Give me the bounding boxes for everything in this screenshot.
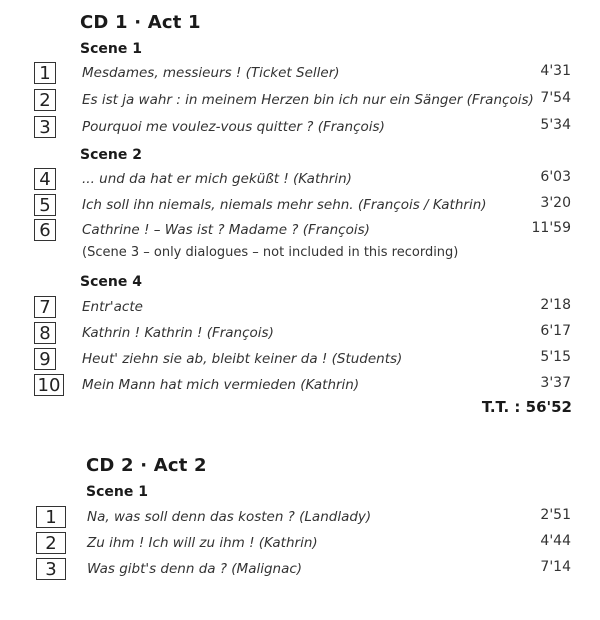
track-duration: 11'59 (531, 220, 571, 236)
track-number: 5 (34, 194, 56, 216)
track-duration: 3'20 (540, 195, 571, 211)
track-title: ... und da hat er mich geküßt ! (Kathrin) (82, 171, 352, 187)
track-duration: 4'31 (540, 63, 571, 79)
cd1-scene2-heading: Scene 2 (80, 147, 142, 163)
track-duration: 5'15 (540, 349, 571, 365)
track-row (0, 89, 600, 113)
track-title: Heut' ziehn sie ab, bleibt keiner da ! (Students) (82, 351, 403, 367)
track-duration: 7'14 (540, 559, 571, 575)
track-number: 3 (34, 116, 56, 138)
track-duration: 5'34 (540, 117, 571, 133)
track-row (0, 322, 600, 346)
cd2-title: CD 2 · Act 2 (86, 455, 207, 476)
track-duration: 2'51 (540, 507, 571, 523)
track-title: Na, was soll denn das kosten ? (Landlady) (87, 509, 372, 525)
cd2-scene1-heading: Scene 1 (86, 484, 148, 500)
track-title: Pourquoi me voulez-vous quitter ? (François) (82, 119, 385, 135)
track-duration: 3'37 (540, 375, 571, 391)
track-title: Entr'acte (82, 299, 143, 315)
track-number: 9 (34, 348, 56, 370)
track-row (0, 219, 600, 243)
track-duration: 4'44 (540, 533, 571, 549)
track-row (0, 62, 600, 86)
track-duration: 7'54 (540, 90, 571, 106)
cd1-total-time: T.T. : 56'52 (481, 398, 572, 416)
track-number: 7 (34, 296, 56, 318)
track-duration: 6'17 (540, 323, 571, 339)
track-number: 2 (34, 89, 56, 111)
track-number: 2 (36, 532, 66, 554)
track-row (0, 168, 600, 192)
track-number: 1 (36, 506, 66, 528)
track-row (0, 506, 600, 530)
track-number: 10 (34, 374, 64, 396)
cd1-title: CD 1 · Act 1 (80, 12, 201, 33)
track-title: Es ist ja wahr : in meinem Herzen bin ich nur ein Sänger (François) (82, 92, 534, 108)
track-title: Was gibt's denn da ? (Malignac) (87, 561, 303, 577)
track-row (0, 532, 600, 556)
cd1-scene4-heading: Scene 4 (80, 274, 142, 290)
track-title: Kathrin ! Kathrin ! (François) (82, 325, 274, 341)
track-duration: 2'18 (540, 297, 571, 313)
track-title: Mein Mann hat mich vermieden (Kathrin) (82, 377, 360, 393)
track-number: 8 (34, 322, 56, 344)
track-title: Mesdames, messieurs ! (Ticket Seller) (82, 65, 340, 81)
scene3-note: (Scene 3 – only dialogues – not included in this recording) (82, 245, 459, 260)
track-number: 3 (36, 558, 66, 580)
track-row (0, 558, 600, 582)
track-row (0, 296, 600, 320)
track-row (0, 194, 600, 218)
track-title: Zu ihm ! Ich will zu ihm ! (Kathrin) (87, 535, 318, 551)
track-row (0, 374, 600, 398)
track-number: 4 (34, 168, 56, 190)
track-duration: 6'03 (540, 169, 571, 185)
track-number: 6 (34, 219, 56, 241)
track-title: Ich soll ihn niemals, niemals mehr sehn. (François / Kathrin) (82, 197, 487, 213)
track-row (0, 348, 600, 372)
cd1-scene1-heading: Scene 1 (80, 41, 142, 57)
track-title: Cathrine ! – Was ist ? Madame ? (François) (82, 222, 370, 238)
track-number: 1 (34, 62, 56, 84)
track-row (0, 116, 600, 140)
